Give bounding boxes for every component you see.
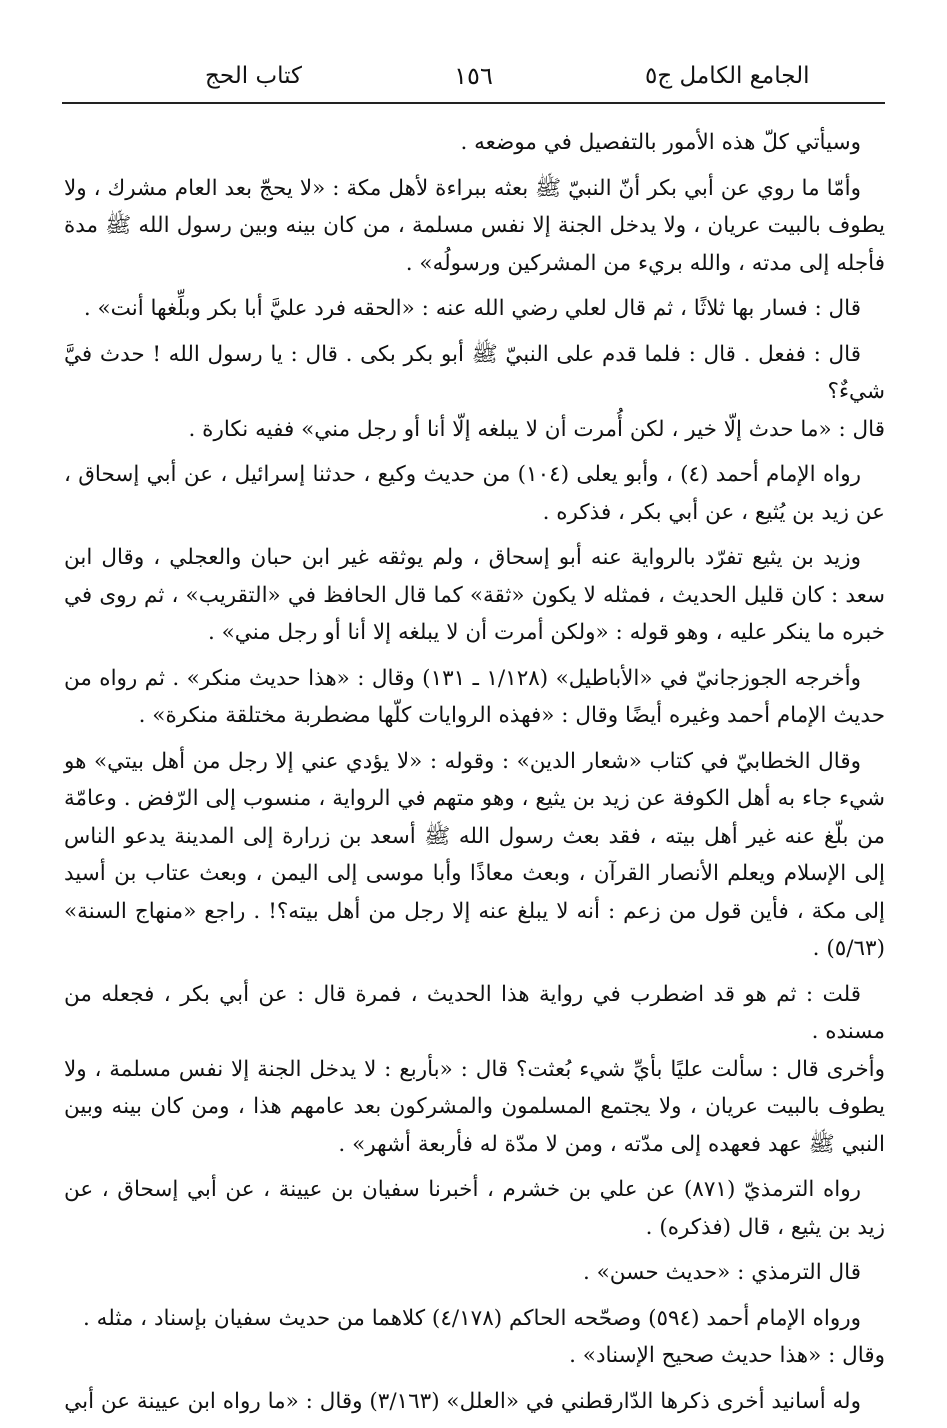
header-rule (62, 102, 885, 104)
volume-title: الجامع الكامل ج٥ (645, 63, 810, 89)
paragraph: وزيد بن يثيع تفرّد بالرواية عنه أبو إسحاق ، ولم يوثقه غير ابن حبان والعجلي ، وقال ابن سعد : كان قليل الحديث ، فمثله لا يكون «ثقة» كما قال الحافظ في «التقريب» ، ثم روى في خبره ما ينكر عليه ، وهو قوله : «ولكن أمرت أن لا يبلغه إلا أنا أو رجل مني» . (64, 545, 885, 645)
paragraph: رواه الترمذيّ (٨٧١) عن علي بن خشرم ، أخبرنا سفيان بن عيينة ، عن أبي إسحاق ، عن زيد بن يثيع ، قال (فذكره) . (64, 1177, 885, 1240)
book-title: كتاب الحج (205, 63, 302, 89)
paragraph: ورواه الإمام أحمد (٥٩٤) وصحّحه الحاكم (٤/١٧٨) كلاهما من حديث سفيان بإسناد ، مثله . (83, 1305, 861, 1331)
page-number: ١٥٦ (454, 62, 493, 90)
paragraph: وأمّا ما روي عن أبي بكر أنّ النبيّ ﷺ بعثه ببراءة لأهل مكة : «لا يحجّ بعد العام مشرك ، ولا يطوف بالبيت عريان ، ولا يدخل الجنة إلا نفس مسلمة ، من كان بينه وبين رسول الله ﷺ مدة فأجله إلى مدته ، والله بريء من المشركين ورسولُه» . (64, 175, 885, 276)
page-body (64, 124, 885, 1428)
paragraph: رواه الإمام أحمد (٤) ، وأبو يعلى (١٠٤) من حديث وكيع ، حدثنا إسرائيل ، عن أبي إسحاق ، عن زيد بن يُثيع ، عن أبي بكر ، فذكره . (64, 462, 885, 525)
paragraph: وله أسانيد أخرى ذكرها الدّارقطني في «العلل» (٣/١٦٣) وقال : «ما رواه ابن عيينة عن أبي (64, 1388, 861, 1414)
paragraph: وسيأتي كلّ هذه الأمور بالتفصيل في موضعه . (460, 130, 861, 155)
paragraph: وأخرى قال : سألت عليًا بأيِّ شيء بُعثت؟ قال : «بأربع : لا يدخل الجنة إلا نفس مسلمة ، ولا يطوف بالبيت عريان ، ولا يجتمع المسلمون والمشركون بعد عامهم هذا ، ومن كان بينه وبين النبي ﷺ عهد فعهده إلى مدّته ، ومن لا مدّة له فأربعة أشهر» . (64, 1056, 885, 1157)
paragraph: قال : «ما حدث إلّا خير ، لكن أُمرت أن لا يبلغه إلّا أنا أو رجل مني» ففيه نكارة . (188, 416, 885, 442)
paragraph: وقال : «هذا حديث صحيح الإسناد» . (569, 1343, 885, 1368)
paragraph: وقال الخطابيّ في كتاب «شعار الدين» : وقوله : «لا يؤدي عني إلا رجل من أهل بيتي» هو شيء جاء به أهل الكوفة عن زيد بن يثيع ، وهو متهم في الرواية ، منسوب إلى الرّفض . وعامّة من بلّغ عنه غير أهل بيته ، فقد بعث رسول الله ﷺ أسعد بن زرارة إلى المدينة يدعو الناس إلى الإسلام ويعلم الأنصار القرآن ، وبعث معاذًا وأبا موسى إلى اليمن ، وبعث عتاب بن أسيد إلى مكة ، فأين قول من زعم : أنه لا يبلغ عنه إلا رجل من أهل بيته؟! . راجع «منهاج السنة» (٥/٦٣) . (64, 748, 885, 961)
paragraph: قال الترمذي : «حديث حسن» . (582, 1260, 861, 1285)
paragraph: قال : فسار بها ثلاثًا ، ثم قال لعلي رضي الله عنه : «الحقه فرد عليَّ أبا بكر وبلِّغها أنت» . (83, 296, 861, 321)
paragraph: قال : ففعل . قال : فلما قدم على النبيّ ﷺ أبو بكر بكى . قال : يا رسول الله ! حدث فيَّ شيءٌ؟ (64, 341, 885, 404)
running-header (62, 52, 885, 100)
paragraph: قلت : ثم هو قد اضطرب في رواية هذا الحديث ، فمرة قال : عن أبي بكر ، فجعله من مسنده . (64, 981, 885, 1044)
paragraph: وأخرجه الجوزجانيّ في «الأباطيل» (١/١٢٨ ـ ١٣١) وقال : «هذا حديث منكر» . ثم رواه من حديث الإمام أحمد وغيره أيضًا وقال : «فهذه الروايات كلّها مضطربة مختلقة منكرة» . (64, 665, 885, 728)
